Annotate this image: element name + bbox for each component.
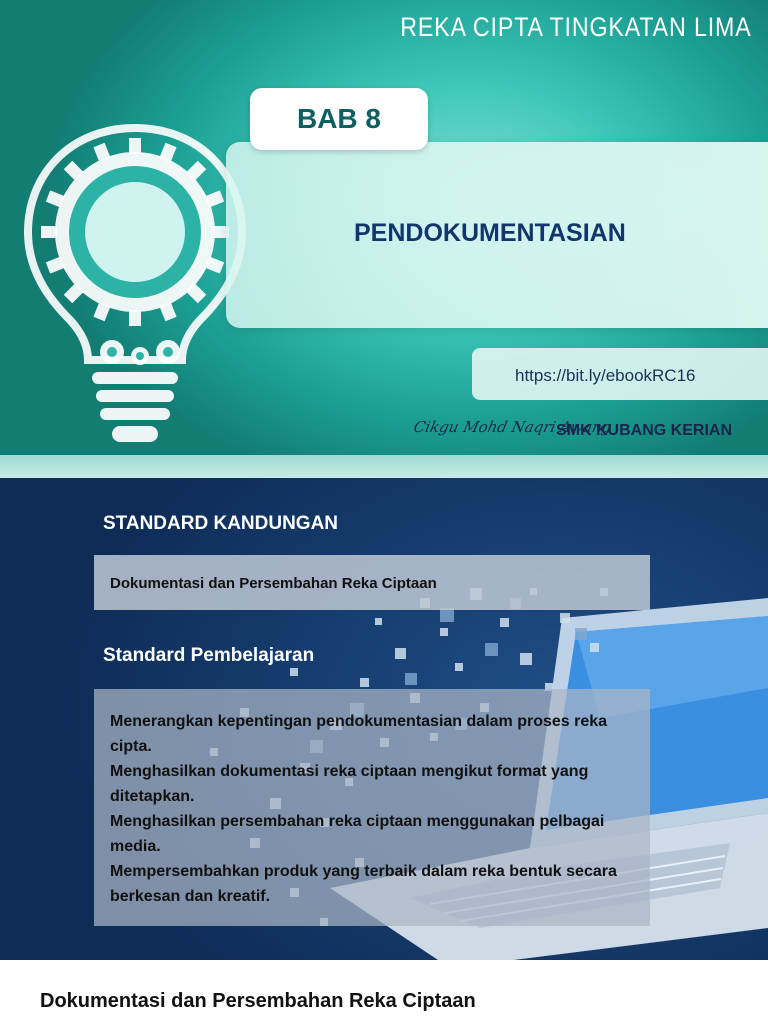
series-title: REKA CIPTA TINGKATAN LIMA	[400, 12, 752, 42]
chapter-title: PENDOKUMENTASIAN	[354, 219, 626, 247]
list-item: Menghasilkan dokumentasi reka ciptaan mengikut format yang ditetapkan.	[110, 763, 589, 805]
author-signature: Cikgu Mohd Naqri Awang	[412, 418, 614, 436]
standard-pembelajaran-heading: Standard Pembelajaran	[103, 645, 315, 666]
list-item: Menghasilkan persembahan reka ciptaan menggunakan pelbagai media.	[110, 813, 605, 855]
footer-title: Dokumentasi dan Persembahan Reka Ciptaan	[40, 990, 476, 1012]
standard-kandungan-text: Dokumentasi dan Persembahan Reka Ciptaan	[110, 575, 437, 592]
lightbulb-gear-icon	[20, 120, 250, 460]
list-item: Menerangkan kepentingan pendokumentasian dalam proses reka cipta.	[110, 713, 608, 755]
standard-kandungan-heading: STANDARD KANDUNGAN	[103, 513, 339, 534]
school-name: SMK KUBANG KERIAN	[556, 422, 732, 439]
ebook-link[interactable]: https://bit.ly/ebookRC16	[515, 366, 696, 385]
list-item: Mempersembahkan produk yang terbaik dalam reka bentuk secara berkesan dan kreatif.	[110, 863, 617, 905]
cover-strip	[0, 455, 768, 478]
chapter-label: BAB 8	[296, 103, 381, 134]
learning-standards-list	[110, 709, 640, 909]
chapter-badge	[250, 88, 428, 150]
